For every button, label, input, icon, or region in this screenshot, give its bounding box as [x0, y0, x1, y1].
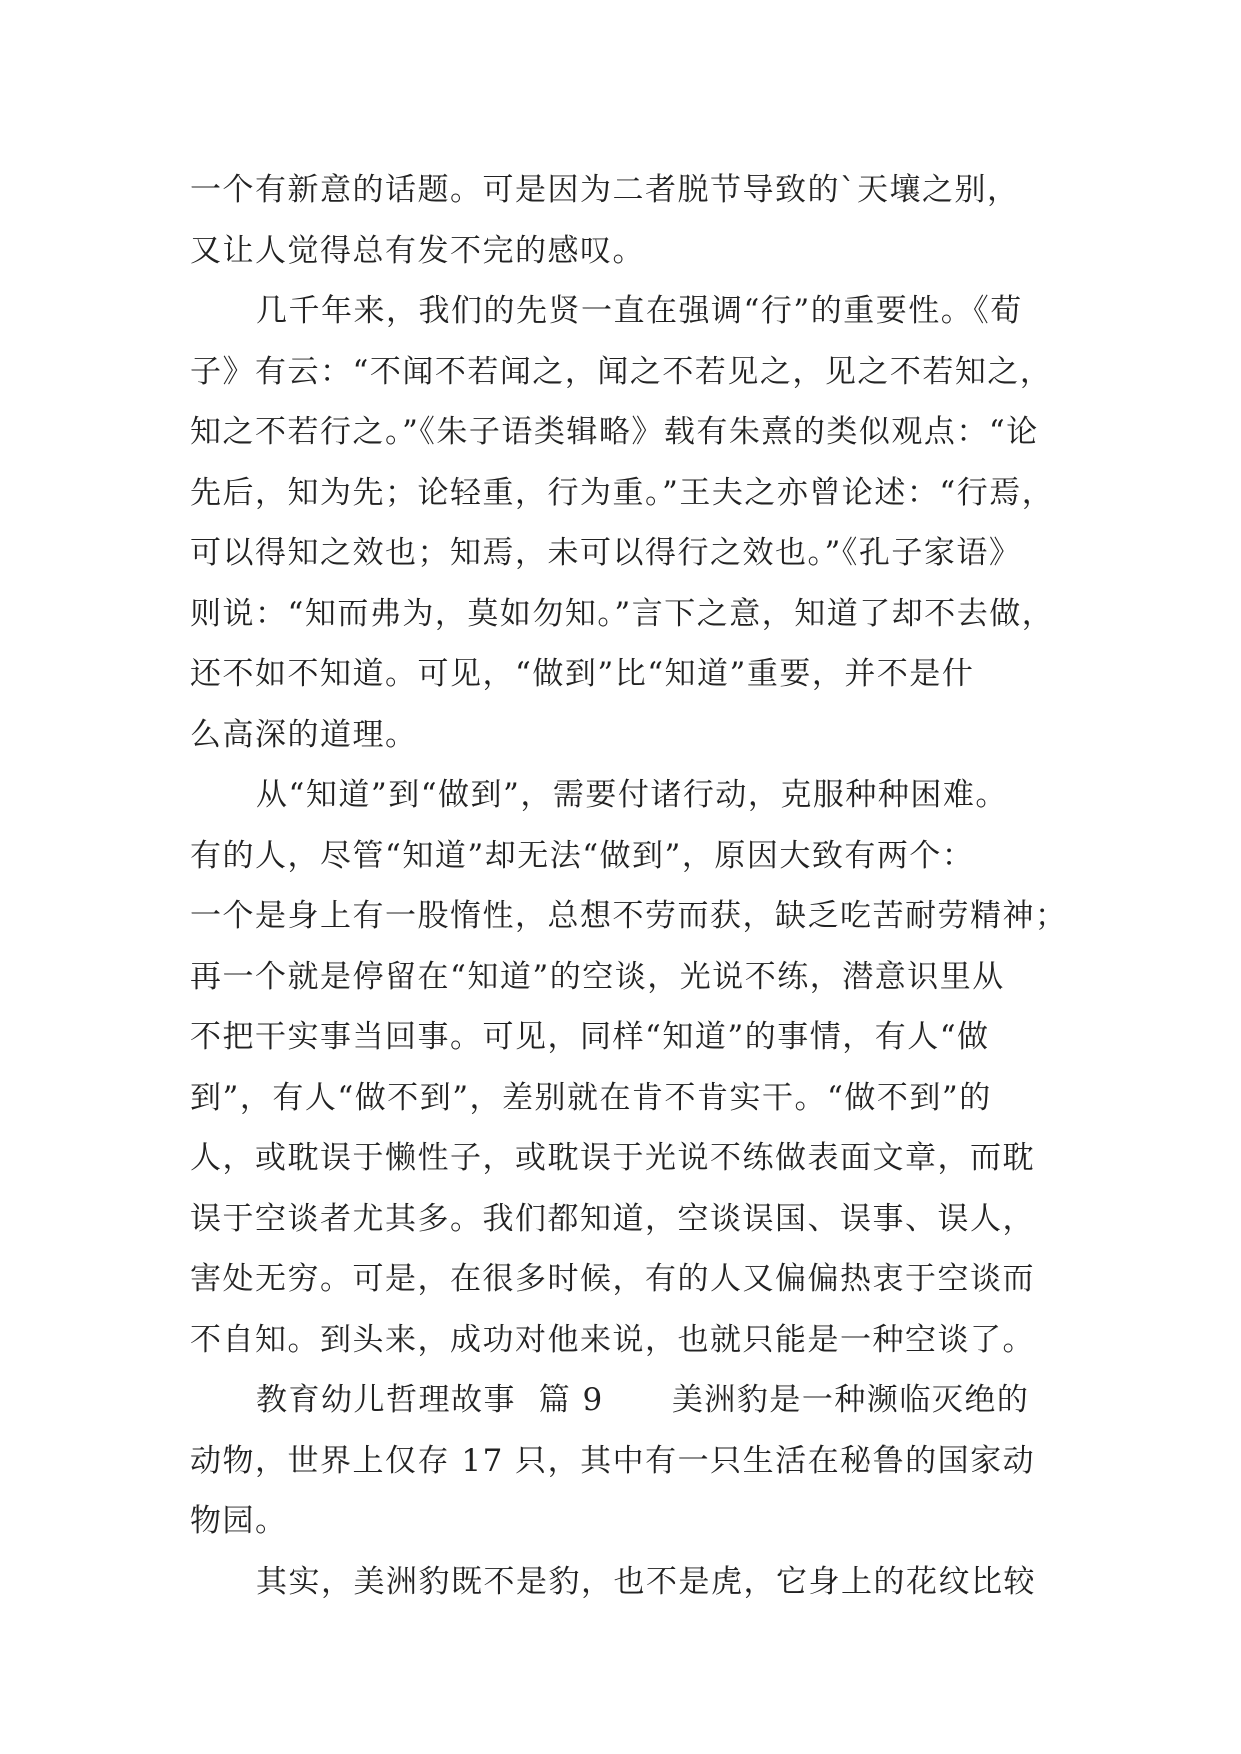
text-line: 物园。	[190, 1503, 288, 1539]
paragraph-1	[190, 160, 1060, 281]
text-line: 动物，世界上仅存 17 只，其中有一只生活在秘鲁的国家动	[190, 1442, 1036, 1479]
text-line: 先后，知为先；论轻重，行为重。”王夫之亦曾论述：“行焉，	[190, 474, 1055, 511]
text-line: 则说：“知而弗为，莫如勿知。”言下之意，知道了却不去做，	[190, 595, 1055, 632]
text-line: 还不如不知道。可见，“做到”比“知道”重要，并不是什	[190, 656, 975, 692]
text-line: 又让人觉得总有发不完的感叹。	[190, 232, 645, 269]
text-line: 可以得知之效也；知焉，未可以得行之效也。”《孔子家语》	[190, 535, 1022, 571]
paragraph-3	[190, 765, 1068, 1370]
text-line: 其实，美洲豹既不是豹，也不是虎，它身上的花纹比较	[256, 1563, 1036, 1600]
paragraph-5	[190, 1552, 1060, 1613]
body-text	[190, 160, 1068, 1612]
text-line: 么高深的道理。	[190, 716, 418, 753]
paragraph-2	[190, 281, 1060, 765]
text-line: 知之不若行之。”《朱子语类辑略》载有朱熹的类似观点：“论	[190, 414, 1039, 450]
text-line: 不自知。到头来，成功对他来说，也就只能是一种空谈了。	[190, 1321, 1035, 1358]
text-line: 误于空谈者尤其多。我们都知道，空谈误国、误事、误人，	[190, 1200, 1035, 1237]
text-line: 再一个就是停留在“知道”的空谈，光说不练，潜意识里从	[190, 958, 1005, 995]
text-line: 有的人，尽管“知道”却无法“做到”，原因大致有两个：	[190, 837, 975, 874]
text-line: 从“知道”到“做到”，需要付诸行动，克服种种困难。	[256, 777, 1008, 813]
text-line: 人，或耽误于懒性子，或耽误于光说不练做表面文章，而耽	[190, 1140, 1035, 1176]
text-line: 到”，有人“做不到”，差别就在肯不肯实干。“做不到”的	[190, 1079, 992, 1116]
text-line: 不把干实事当回事。可见，同样“知道”的事情，有人“做	[190, 1019, 990, 1055]
text-line: 几千年来，我们的先贤一直在强调“行”的重要性。《荀	[256, 293, 1023, 329]
text-line: 一个有新意的话题。可是因为二者脱节导致的`天壤之别，	[190, 172, 1020, 208]
text-line: 教育幼儿哲理故事 篇 9 美洲豹是一种濒临灭绝的	[256, 1382, 1030, 1418]
paragraph-4	[190, 1370, 1060, 1552]
text-line: 害处无穷。可是，在很多时候，有的人又偏偏热衷于空谈而	[190, 1261, 1035, 1297]
text-line: 一个是身上有一股惰性，总想不劳而获，缺乏吃苦耐劳精神；	[190, 898, 1068, 934]
text-line: 子》有云：“不闻不若闻之，闻之不若见之，见之不若知之，	[190, 353, 1053, 390]
